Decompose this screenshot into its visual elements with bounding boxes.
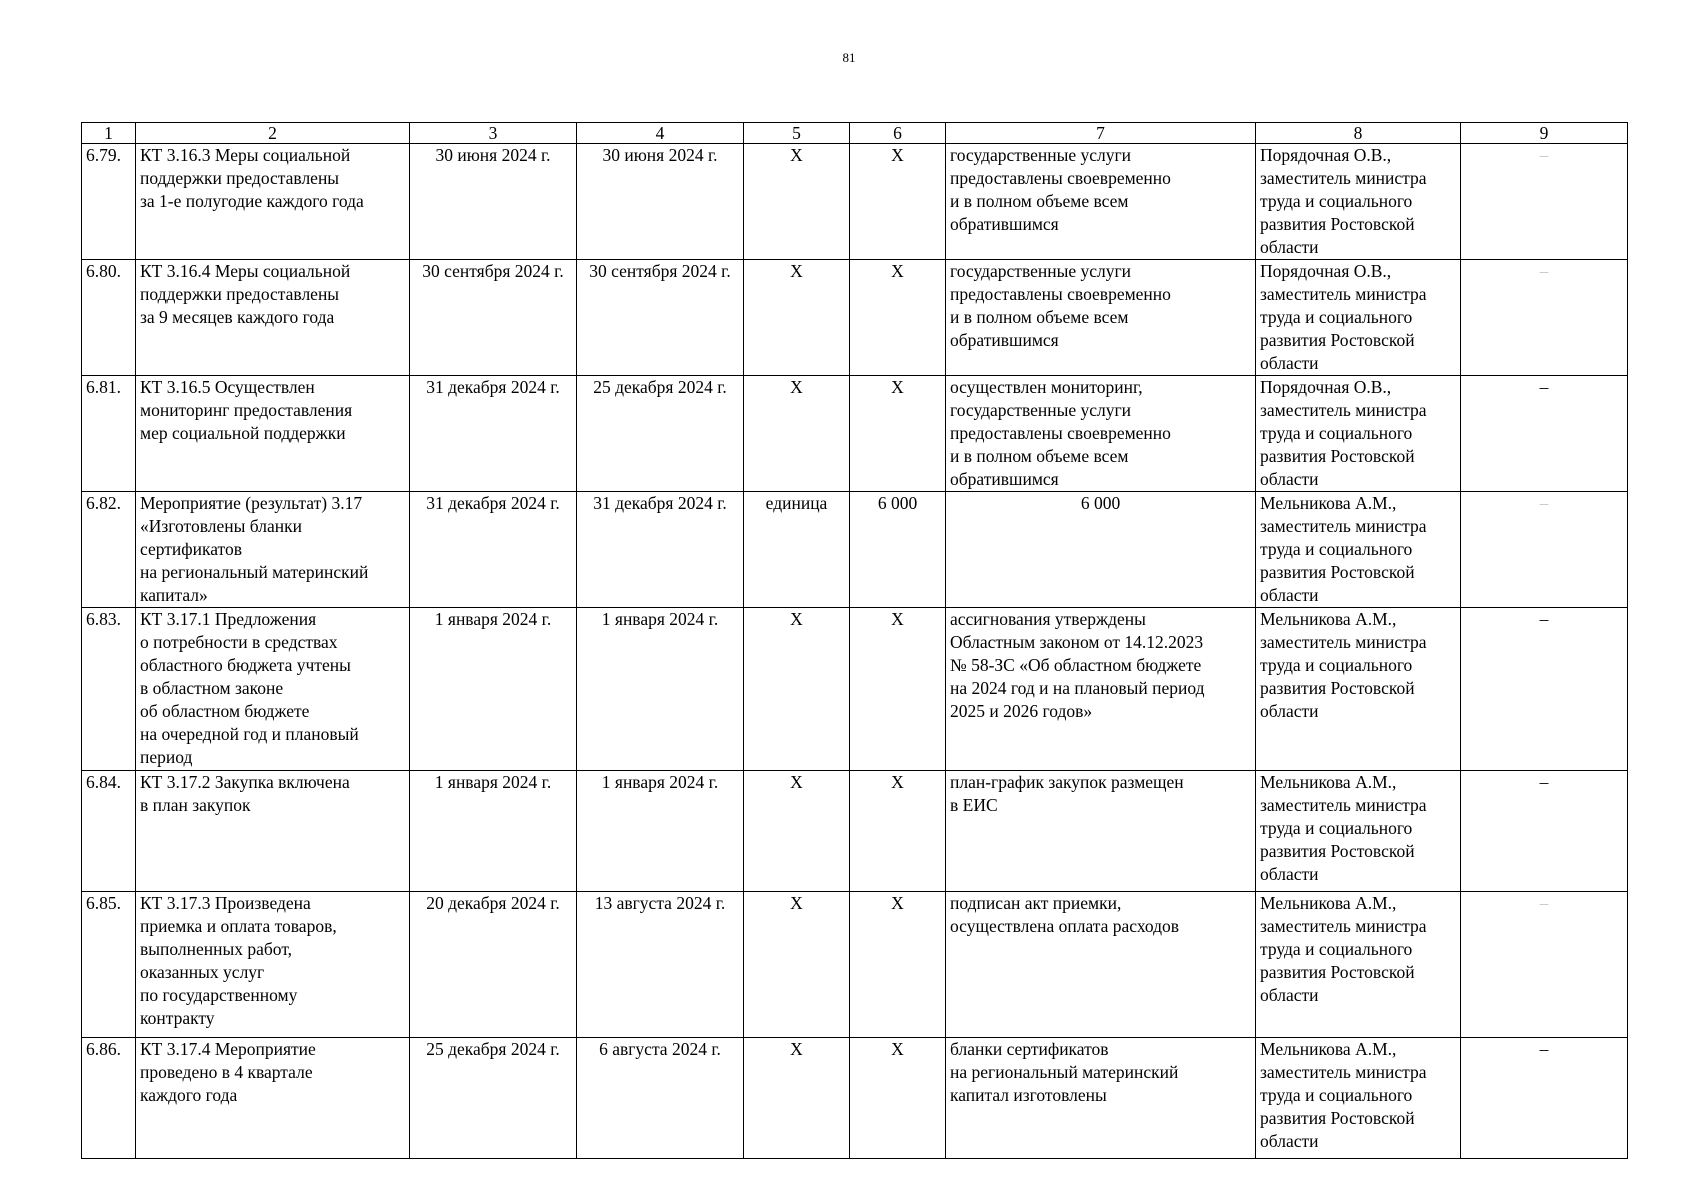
row-number: 6.79. bbox=[82, 144, 136, 260]
col-header: 9 bbox=[1461, 123, 1628, 144]
header-row bbox=[82, 123, 1628, 144]
unit: Х bbox=[744, 260, 850, 376]
col-header: 3 bbox=[410, 123, 577, 144]
col-header: 8 bbox=[1256, 123, 1461, 144]
event-name: КТ 3.17.3 Произведена приемка и оплата товаров, выполненных работ, оказанных услуг по государственному контракту bbox=[136, 892, 410, 1038]
event-name: Мероприятие (результат) 3.17 «Изготовлены бланки сертификатов на региональный материнский капитал» bbox=[136, 492, 410, 608]
actual-date: 30 сентября 2024 г. bbox=[577, 260, 744, 376]
table-row bbox=[82, 376, 1628, 492]
table-row bbox=[82, 144, 1628, 260]
report-table bbox=[81, 122, 1628, 1159]
note: – bbox=[1461, 376, 1628, 492]
actual-date: 31 декабря 2024 г. bbox=[577, 492, 744, 608]
responsible: Порядочная О.В., заместитель министра труда и социального развития Ростовской области bbox=[1256, 144, 1461, 260]
table-row bbox=[82, 771, 1628, 892]
value: Х bbox=[850, 260, 946, 376]
event-name: КТ 3.16.5 Осуществлен мониторинг предоставления мер социальной поддержки bbox=[136, 376, 410, 492]
value: Х bbox=[850, 376, 946, 492]
row-number: 6.85. bbox=[82, 892, 136, 1038]
row-number: 6.83. bbox=[82, 608, 136, 771]
actual-date: 30 июня 2024 г. bbox=[577, 144, 744, 260]
table-row bbox=[82, 260, 1628, 376]
note: – bbox=[1461, 260, 1628, 376]
row-number: 6.84. bbox=[82, 771, 136, 892]
note: – bbox=[1461, 771, 1628, 892]
table-row bbox=[82, 892, 1628, 1038]
responsible: Мельникова А.М., заместитель министра труда и социального развития Ростовской области bbox=[1256, 892, 1461, 1038]
event-name: КТ 3.17.1 Предложения о потребности в средствах областного бюджета учтены в областном законе об областном бюджете на очередной год и плановый период bbox=[136, 608, 410, 771]
page-number: 81 bbox=[842, 50, 856, 65]
note: – bbox=[1461, 1038, 1628, 1159]
note: – bbox=[1461, 608, 1628, 771]
responsible: Мельникова А.М., заместитель министра труда и социального развития Ростовской области bbox=[1256, 1038, 1461, 1159]
planned-date: 20 декабря 2024 г. bbox=[410, 892, 577, 1038]
responsible: Мельникова А.М., заместитель министра труда и социального развития Ростовской области bbox=[1256, 608, 1461, 771]
col-header: 2 bbox=[136, 123, 410, 144]
row-number: 6.82. bbox=[82, 492, 136, 608]
table-row bbox=[82, 1038, 1628, 1159]
actual-date: 13 августа 2024 г. bbox=[577, 892, 744, 1038]
unit: Х bbox=[744, 1038, 850, 1159]
value: Х bbox=[850, 608, 946, 771]
planned-date: 31 декабря 2024 г. bbox=[410, 376, 577, 492]
unit: Х bbox=[744, 608, 850, 771]
row-number: 6.86. bbox=[82, 1038, 136, 1159]
actual-date: 6 августа 2024 г. bbox=[577, 1038, 744, 1159]
note: – bbox=[1461, 492, 1628, 608]
result: государственные услуги предоставлены своевременно и в полном объеме всем обратившимся bbox=[946, 144, 1256, 260]
planned-date: 31 декабря 2024 г. bbox=[410, 492, 577, 608]
result: ассигнования утверждены Областным законом от 14.12.2023 № 58-ЗС «Об областном бюджете на 2024 год и на плановый период 2025 и 2026 годов» bbox=[946, 608, 1256, 771]
result: государственные услуги предоставлены своевременно и в полном объеме всем обратившимся bbox=[946, 260, 1256, 376]
result: подписан акт приемки, осуществлена оплата расходов bbox=[946, 892, 1256, 1038]
unit: единица bbox=[744, 492, 850, 608]
responsible: Порядочная О.В., заместитель министра труда и социального развития Ростовской области bbox=[1256, 260, 1461, 376]
col-header: 4 bbox=[577, 123, 744, 144]
actual-date: 1 января 2024 г. bbox=[577, 771, 744, 892]
note: – bbox=[1461, 892, 1628, 1038]
value: 6 000 bbox=[850, 492, 946, 608]
result: план-график закупок размещен в ЕИС bbox=[946, 771, 1256, 892]
value: Х bbox=[850, 1038, 946, 1159]
note: – bbox=[1461, 144, 1628, 260]
unit: Х bbox=[744, 892, 850, 1038]
responsible: Мельникова А.М., заместитель министра труда и социального развития Ростовской области bbox=[1256, 771, 1461, 892]
unit: Х bbox=[744, 771, 850, 892]
table-row bbox=[82, 492, 1628, 608]
col-header: 1 bbox=[82, 123, 136, 144]
planned-date: 25 декабря 2024 г. bbox=[410, 1038, 577, 1159]
unit: Х bbox=[744, 376, 850, 492]
result: 6 000 bbox=[946, 492, 1256, 608]
planned-date: 30 июня 2024 г. bbox=[410, 144, 577, 260]
row-number: 6.81. bbox=[82, 376, 136, 492]
result: осуществлен мониторинг, государственные услуги предоставлены своевременно и в полном объеме всем обратившимся bbox=[946, 376, 1256, 492]
responsible: Мельникова А.М., заместитель министра труда и социального развития Ростовской области bbox=[1256, 492, 1461, 608]
event-name: КТ 3.17.2 Закупка включена в план закупок bbox=[136, 771, 410, 892]
actual-date: 1 января 2024 г. bbox=[577, 608, 744, 771]
event-name: КТ 3.17.4 Мероприятие проведено в 4 квартале каждого года bbox=[136, 1038, 410, 1159]
value: Х bbox=[850, 892, 946, 1038]
col-header: 6 bbox=[850, 123, 946, 144]
actual-date: 25 декабря 2024 г. bbox=[577, 376, 744, 492]
value: Х bbox=[850, 771, 946, 892]
responsible: Порядочная О.В., заместитель министра труда и социального развития Ростовской области bbox=[1256, 376, 1461, 492]
event-name: КТ 3.16.3 Меры социальной поддержки предоставлены за 1-е полугодие каждого года bbox=[136, 144, 410, 260]
event-name: КТ 3.16.4 Меры социальной поддержки предоставлены за 9 месяцев каждого года bbox=[136, 260, 410, 376]
planned-date: 1 января 2024 г. bbox=[410, 608, 577, 771]
col-header: 7 bbox=[946, 123, 1256, 144]
result: бланки сертификатов на региональный материнский капитал изготовлены bbox=[946, 1038, 1256, 1159]
planned-date: 30 сентября 2024 г. bbox=[410, 260, 577, 376]
unit: Х bbox=[744, 144, 850, 260]
row-number: 6.80. bbox=[82, 260, 136, 376]
col-header: 5 bbox=[744, 123, 850, 144]
value: Х bbox=[850, 144, 946, 260]
table-row bbox=[82, 608, 1628, 771]
planned-date: 1 января 2024 г. bbox=[410, 771, 577, 892]
